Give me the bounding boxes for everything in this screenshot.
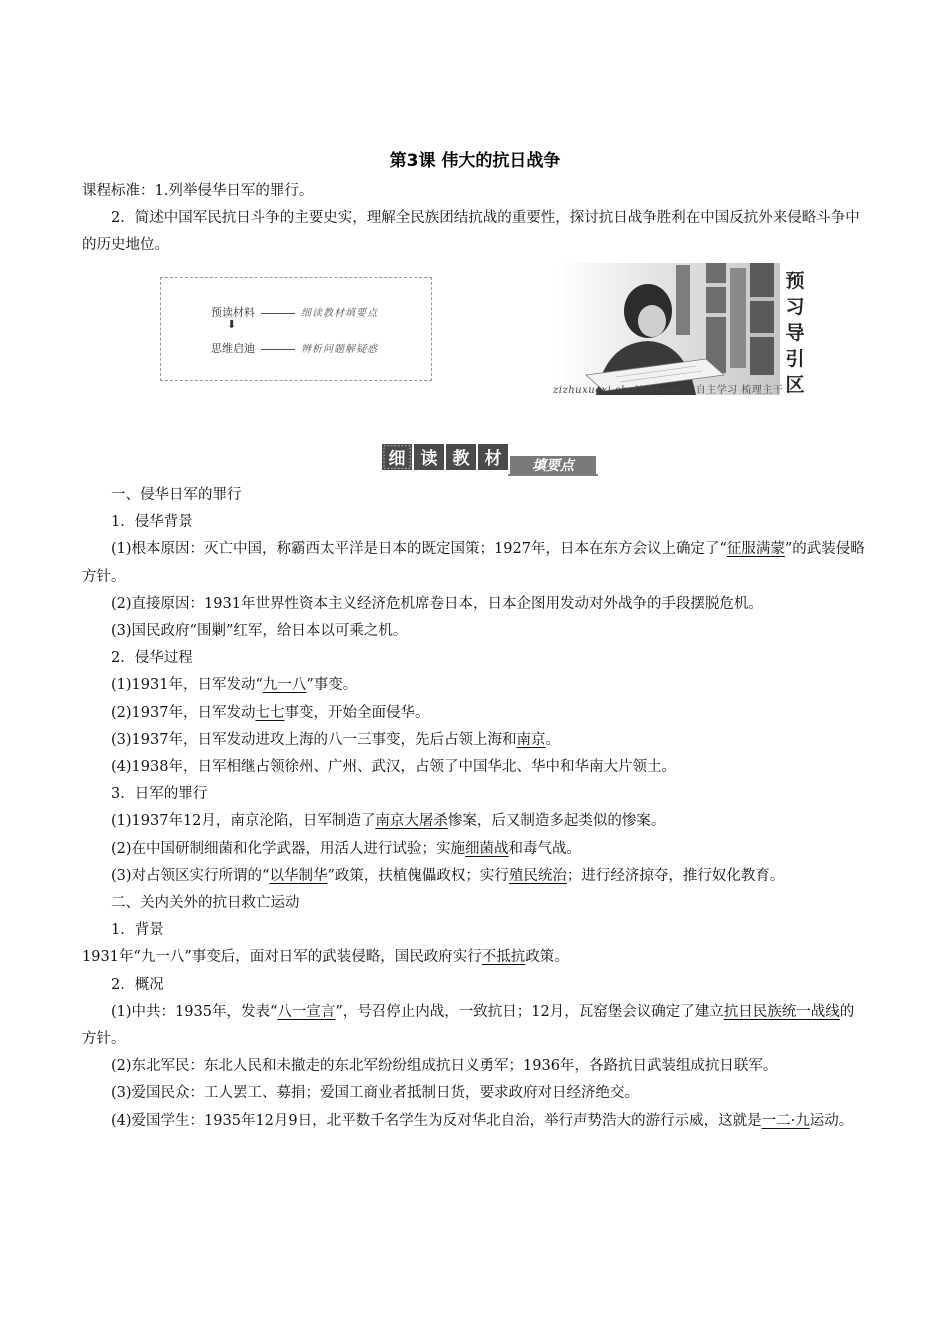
course-standard-2: 2．简述中国军民抗日斗争的主要史实，理解全民族团结抗战的重要性，探讨抗日战争胜利在中国反抗外来侵略斗争中的历史地位。 [82,210,860,253]
course-standard-1: 课程标准：1.列举侵华日军的罪行。 [82,183,314,199]
text-segment: (3)国民政府“围剿”红军，给日本以可乘之机。 [111,623,408,640]
text-segment: (1)1931年，日军发动“ [111,677,263,694]
underlined-key-term: 南京大屠杀 [375,813,448,830]
preview-area-vertical-title [780,268,810,398]
text-segment: (2)东北军民：东北人民和未撤走的东北军纷纷组成抗日义勇军；1936年，各路抗日武装组成抗日联军。 [111,1058,778,1075]
caption-text: 自主学习 梳理主干 [695,385,784,396]
pinyin-caption [553,381,783,396]
content-item [82,727,868,754]
vertical-char: 区 [785,374,805,396]
vertical-char: 导 [785,322,805,344]
underlined-key-term: 南京 [516,731,546,748]
text-segment: 和毒气战。 [508,840,582,857]
text-segment: (3)爱国民众：工人罢工、募捐；爱国工商业者抵制日货，要求政府对日经济绝交。 [111,1085,640,1102]
text-segment: (1)1937年12月，南京沦陷，日军制造了 [111,813,376,830]
underlined-key-term: 殖民统治 [508,867,567,884]
section-heading [82,890,868,917]
text-segment: 1．侵华背景 [111,514,193,531]
section-heading [82,482,868,509]
content-item [82,863,868,890]
guide-item-2-hint: 辨析问题解疑惑 [301,344,378,355]
content-item [82,1080,868,1107]
text-segment: ”事变。 [306,677,358,694]
text-segment: (2)直接原因：1931年世界性资本主义经济危机席卷日本，日本企图用发动对外战争的手段摆脱危机。 [111,595,763,612]
text-segment: 1．背景 [111,922,164,939]
lesson-title: 第3课 伟大的抗日战争 [389,151,561,171]
arrow-down-icon: ⬇ [227,318,237,331]
text-segment: 运动。 [809,1112,854,1129]
content-item [82,808,868,835]
guide-item-2 [211,340,378,356]
text-segment: 2．侵华过程 [111,650,193,667]
underlined-key-term: 以华制华 [269,867,328,884]
text-segment: 2．概况 [111,976,164,993]
guide-item-1-hint: 细读教材填要点 [301,308,378,319]
text-segment: 惨案，后又制造多起类似的惨案。 [447,813,666,830]
lesson-content [82,482,868,1135]
text-segment: (1)中共：1935年，发表“ [111,1003,278,1020]
text-segment: 一、侵华日军的罪行 [111,487,242,503]
text-segment: (2)在中国研制细菌和化学武器，用活人进行试验；实施 [111,840,466,857]
underlined-key-term: 征服满蒙 [726,541,785,558]
content-item [82,1108,868,1135]
text-segment: (3)对占领区实行所谓的“ [111,867,270,884]
subsection-heading [82,972,868,999]
text-segment: ”，号召停止内战，一致抗日；12月，瓦窑堡会议确定了建立 [335,1003,724,1020]
content-item [82,536,868,590]
vertical-char: 习 [785,296,805,318]
content-item [82,1053,868,1080]
text-segment: 。 [545,731,560,748]
text-segment: ”的武装侵略方针。 [82,541,865,585]
banner-char-1: 细 [388,449,406,469]
content-item [82,618,868,645]
content-item [82,999,868,1053]
text-segment: 事变，开始全面侵华。 [284,704,430,721]
text-segment: 政策。 [525,949,569,966]
underlined-key-term: 一二·九 [761,1112,810,1129]
text-segment: 的方针。 [82,1003,855,1048]
content-item [82,700,868,727]
banner-char-3: 教 [452,449,470,469]
underlined-key-term: 不抵抗 [481,949,526,966]
dash-line [261,313,295,314]
text-segment: ”政策，扶植傀儡政权；实行 [327,867,509,884]
underlined-key-term: 九一八 [262,677,307,694]
pinyin-text: zizhuxuexi shulizhugan [553,385,682,396]
content-item [82,754,868,781]
text-segment: ；进行经济掠夺，推行奴化教育。 [566,867,785,884]
student-reading-photo [556,263,780,395]
subsection-heading [82,781,868,808]
dash-line [261,349,295,350]
subsection-heading [82,645,868,672]
vertical-char: 引 [785,348,805,370]
underlined-key-term: 细菌战 [465,840,509,857]
text-segment: 1931年“九一八”事变后，面对日军的武装侵略，国民政府实行 [82,949,482,966]
underlined-key-term: 抗日民族统一战线 [723,1003,840,1020]
text-segment: (4)1938年，日军相继占领徐州、广州、武汉，占领了中国华北、华中和华南大片领土。 [111,759,676,776]
text-segment: 3．日军的罪行 [111,786,208,803]
banner-char-2: 读 [420,449,438,469]
content-item [82,836,868,863]
content-item [82,591,868,618]
guide-item-1-label: 预读材料 [211,306,255,319]
text-segment: 二、关内关外的抗日救亡运动 [111,895,300,912]
banner-char-4: 材 [484,449,502,469]
section-banner [382,442,598,478]
banner-tag: 填要点 [532,458,574,474]
text-segment: (3)1937年，日军发动进攻上海的八一三事变，先后占领上海和 [111,731,517,748]
subsection-heading [82,509,868,536]
content-item [82,944,868,971]
text-segment: (1)根本原因：灭亡中国，称霸西太平洋是日本的既定国策；1927年，日本在东方会议上确定了“ [111,541,727,558]
text-segment: (2)1937年，日军发动 [111,704,256,721]
underlined-key-term: 八一宣言 [277,1003,336,1020]
content-item [82,672,868,699]
text-segment: (4)爱国学生：1935年12月9日，北平数千名学生为反对华北自治，举行声势浩大的游行示威，这就是 [111,1112,762,1129]
preview-guide-box [160,277,432,381]
underlined-key-term: 七七 [255,704,285,721]
guide-item-2-label: 思维启迪 [211,342,255,355]
vertical-char: 预 [785,270,805,292]
subsection-heading [82,917,868,944]
